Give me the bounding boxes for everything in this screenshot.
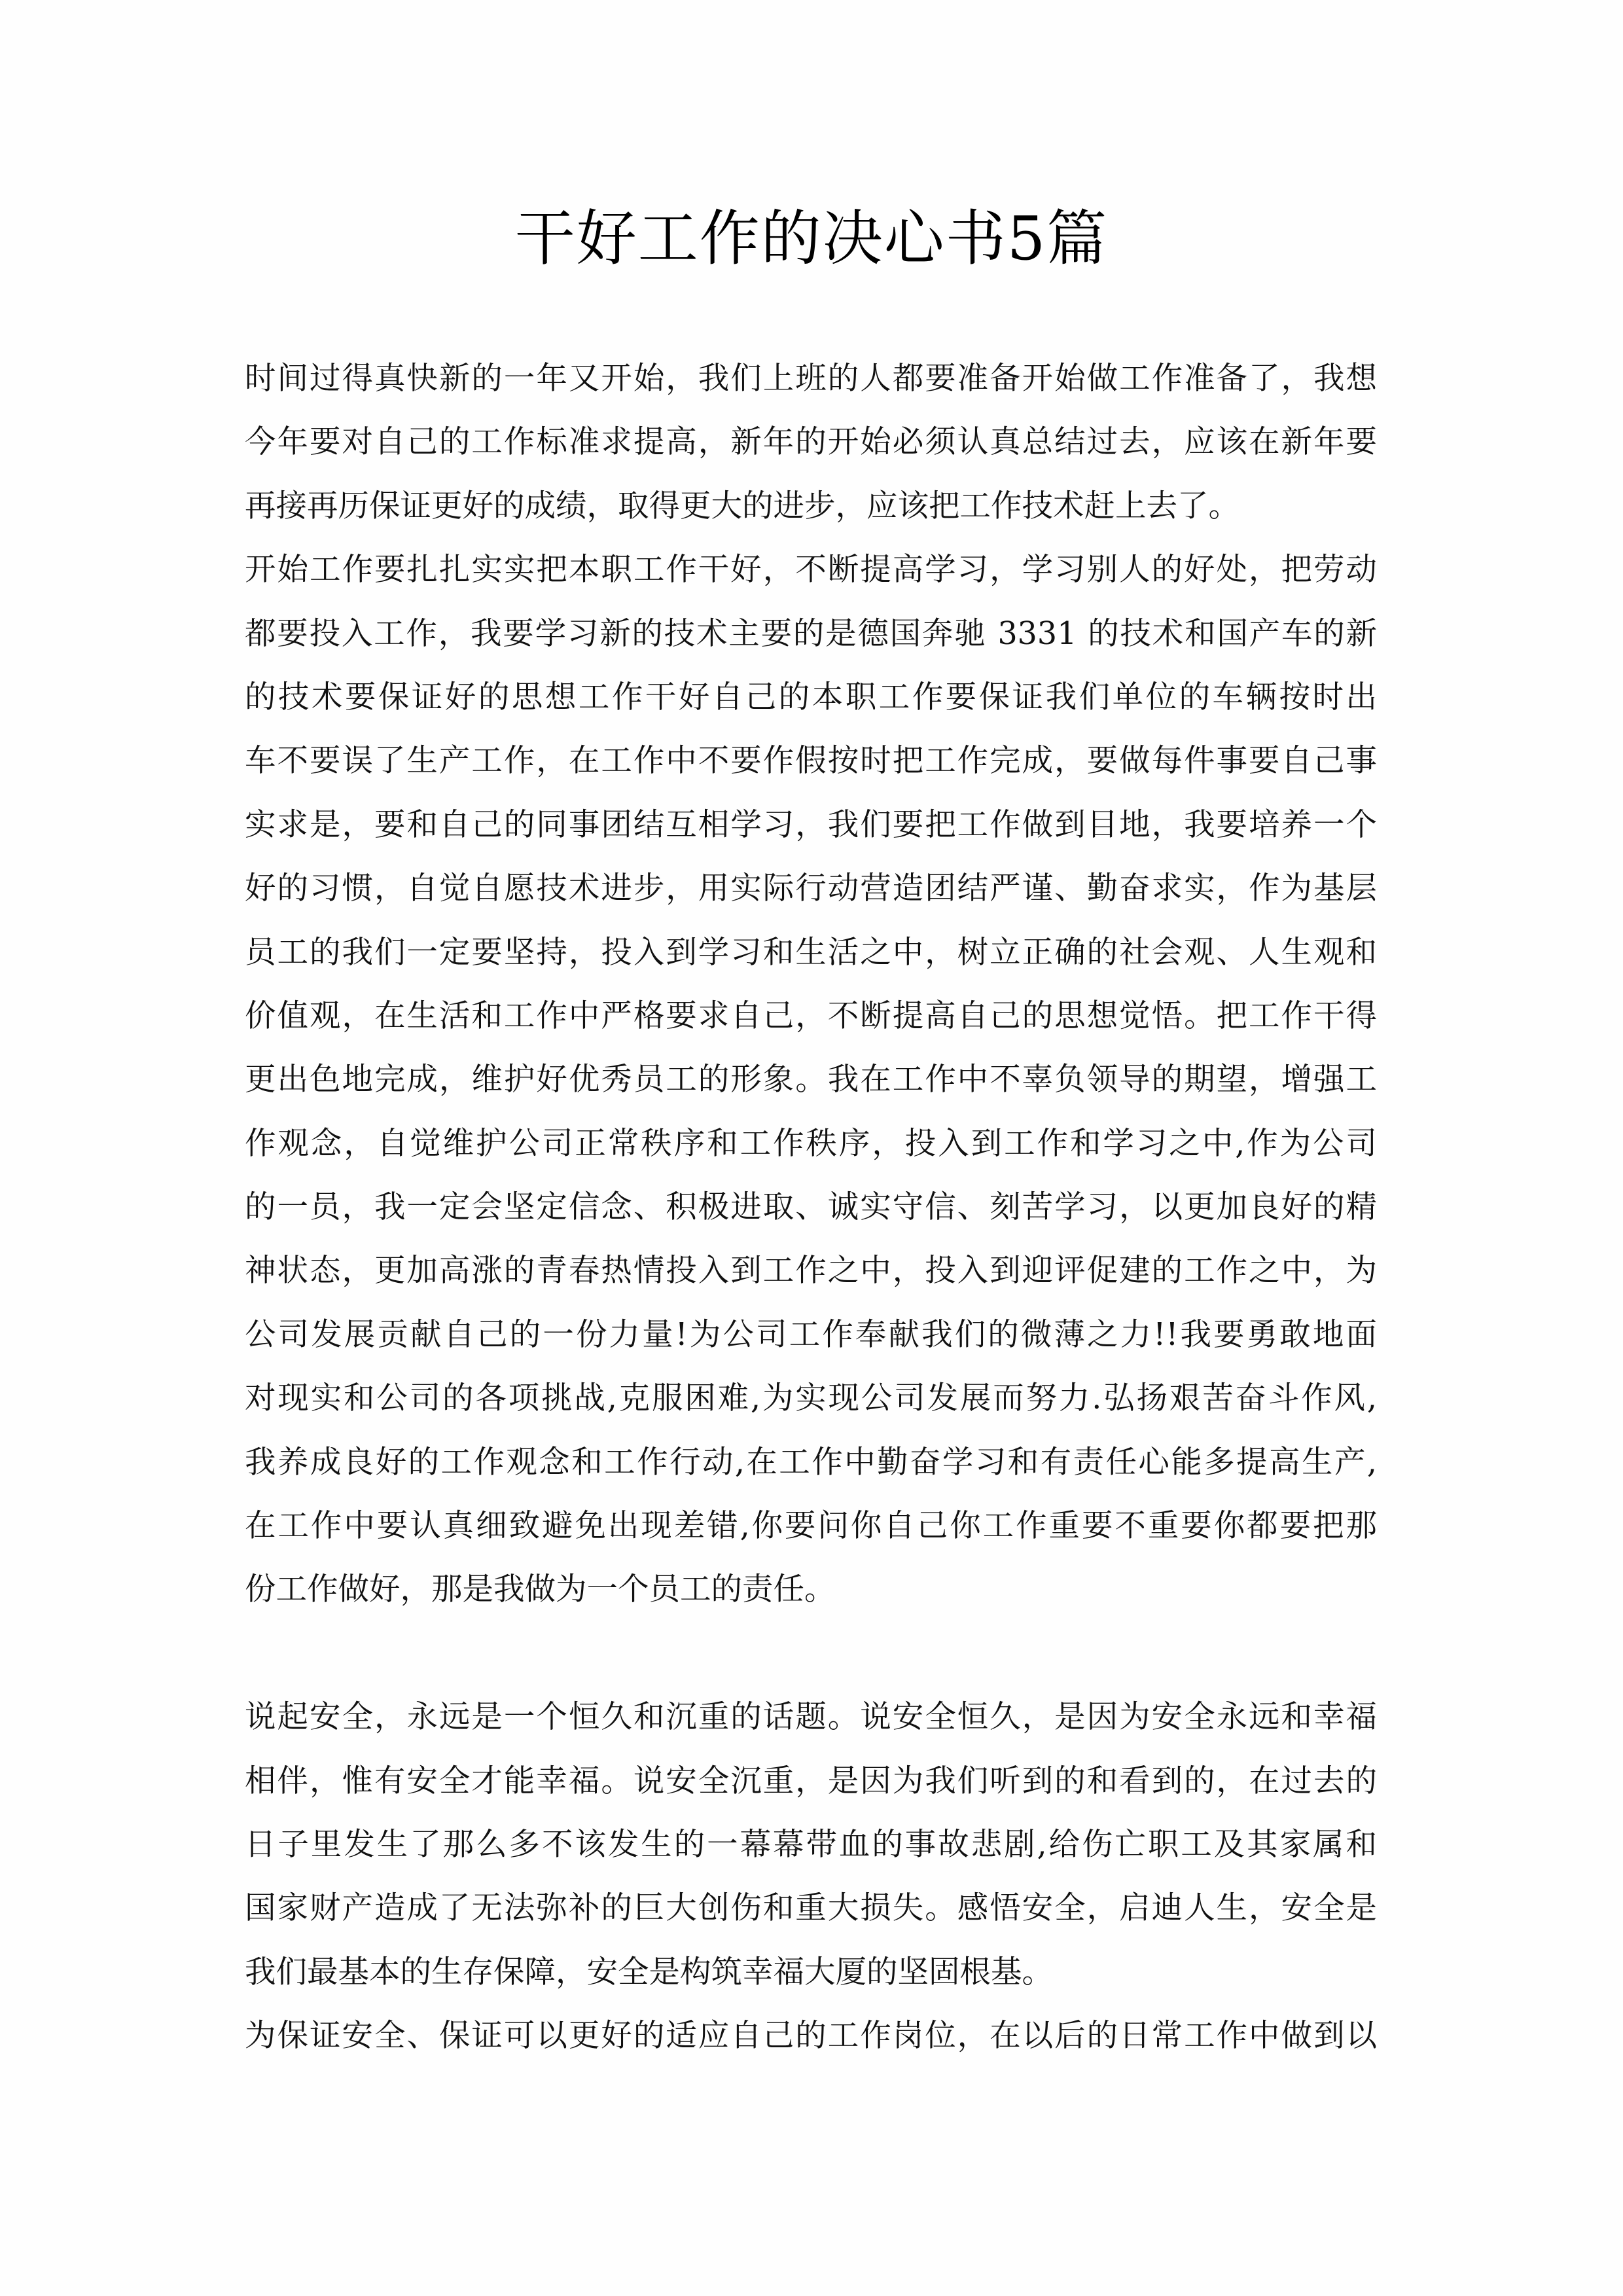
text-line: 我养成良好的工作观念和工作行动,在工作中勤奋学习和有责任心能多提高生产, bbox=[245, 1444, 1377, 1480]
text-line: 都要投入工作，我要学习新的技术主要的是德国奔驰 3331 的技术和国产车的新 bbox=[245, 615, 1377, 652]
text-line: 公司发展贡献自己的一份力量!为公司工作奉献我们的微薄之力!!我要勇敢地面 bbox=[245, 1316, 1377, 1353]
text-line: 更出色地完成，维护好优秀员工的形象。我在工作中不辜负领导的期望，增强工 bbox=[245, 1062, 1377, 1098]
text-line: 今年要对自己的工作标准求提高，新年的开始必须认真总结过去，应该在新年要 bbox=[245, 424, 1377, 461]
text-line: 说起安全，永远是一个恒久和沉重的话题。说安全恒久，是因为安全永远和幸福 bbox=[245, 1699, 1377, 1736]
document-body bbox=[245, 347, 1377, 2068]
text-line: 好的习惯，自觉自愿技术进步，用实际行动营造团结严谨、勤奋求实，作为基层 bbox=[245, 870, 1377, 907]
text-line: 开始工作要扎扎实实把本职工作干好，不断提高学习，学习别人的好处，把劳动 bbox=[245, 552, 1377, 588]
text-line: 国家财产造成了无法弥补的巨大创伤和重大损失。感悟安全，启迪人生，安全是 bbox=[245, 1890, 1377, 1927]
text-line: 的一员，我一定会坚定信念、积极进取、诚实守信、刻苦学习，以更加良好的精 bbox=[245, 1189, 1377, 1226]
text-line: 相伴，惟有安全才能幸福。说安全沉重，是因为我们听到的和看到的，在过去的 bbox=[245, 1763, 1377, 1799]
text-line: 实求是，要和自己的同事团结互相学习，我们要把工作做到目地，我要培养一个 bbox=[245, 806, 1377, 843]
paragraph-gap bbox=[245, 1622, 1377, 1685]
text-line: 我们最基本的生存保障，安全是构筑幸福大厦的坚固根基。 bbox=[245, 1954, 1053, 1990]
text-line: 价值观，在生活和工作中严格要求自己，不断提高自己的思想觉悟。把工作干得 bbox=[245, 997, 1377, 1034]
paragraph bbox=[245, 2004, 1377, 2068]
text-line: 作观念，自觉维护公司正常秩序和工作秩序，投入到工作和学习之中,作为公司 bbox=[245, 1125, 1377, 1162]
text-line: 在工作中要认真细致避免出现差错,你要问你自己你工作重要不重要你都要把那 bbox=[245, 1508, 1377, 1545]
paragraph bbox=[245, 538, 1377, 1622]
text-line: 为保证安全、保证可以更好的适应自己的工作岗位，在以后的日常工作中做到以 bbox=[245, 2018, 1377, 2054]
text-line: 份工作做好，那是我做为一个员工的责任。 bbox=[245, 1571, 836, 1608]
document-title: 干好工作的决心书5篇 bbox=[514, 204, 1109, 274]
text-line: 对现实和公司的各项挑战,克服困难,为实现公司发展而努力.弘扬艰苦奋斗作风, bbox=[245, 1380, 1377, 1417]
text-line: 的技术要保证好的思想工作干好自己的本职工作要保证我们单位的车辆按时出 bbox=[245, 679, 1377, 715]
paragraph bbox=[245, 1685, 1377, 2004]
paragraph bbox=[245, 347, 1377, 538]
text-line: 车不要误了生产工作，在工作中不要作假按时把工作完成，要做每件事要自己事 bbox=[245, 743, 1377, 780]
text-line: 员工的我们一定要坚持，投入到学习和生活之中，树立正确的社会观、人生观和 bbox=[245, 934, 1377, 971]
text-line: 再接再历保证更好的成绩，取得更大的进步，应该把工作技术赶上去了。 bbox=[245, 488, 1240, 524]
text-line: 时间过得真快新的一年又开始，我们上班的人都要准备开始做工作准备了，我想 bbox=[245, 361, 1377, 397]
text-line: 日子里发生了那么多不该发生的一幕幕带血的事故悲剧,给伤亡职工及其家属和 bbox=[245, 1826, 1377, 1863]
text-line: 神状态，更加高涨的青春热情投入到工作之中，投入到迎评促建的工作之中，为 bbox=[245, 1253, 1377, 1289]
